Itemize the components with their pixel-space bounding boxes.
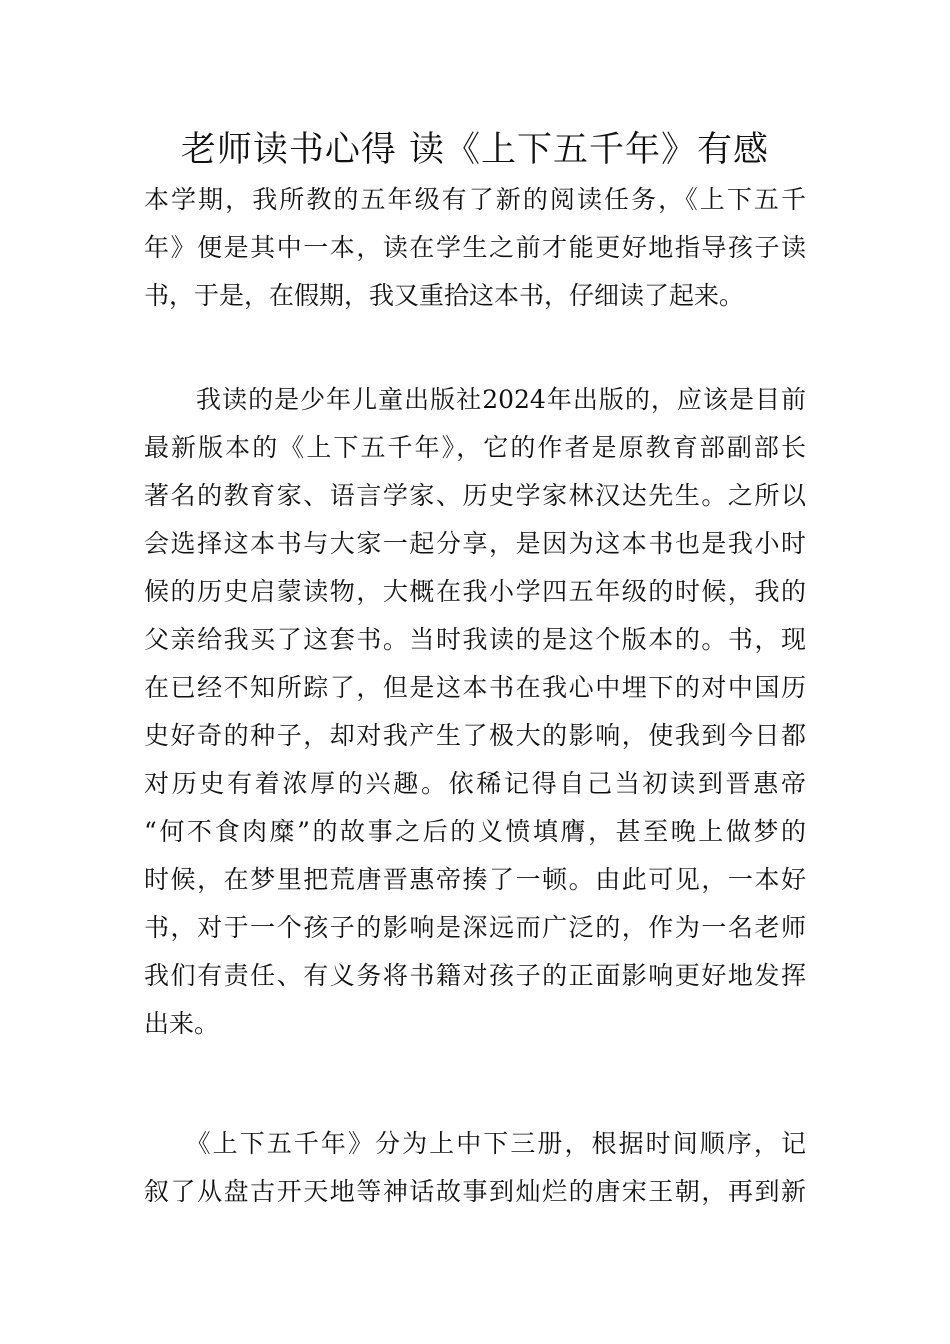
text-line: 最新版本的《上下五千年》，它的作者是原教育部副部长: [144, 433, 806, 462]
text-line: 对历史有着浓厚的兴趣。依稀记得自己当初读到晋惠帝: [144, 769, 806, 798]
text-line: “何不食肉糜”的故事之后的义愤填膺，甚至晚上做梦的: [144, 817, 806, 846]
text-line: 在已经不知所踪了，但是这本书在我心中埋下的对中国历: [144, 673, 806, 702]
text-line: 著名的教育家、语言学家、历史学家林汉达先生。之所以: [144, 481, 806, 510]
paragraph-3: [144, 1120, 806, 1216]
document-title: 老师读书心得 读《上下五千年》有感: [180, 130, 770, 170]
paragraph-1: [144, 176, 806, 320]
text-line: 时候，在梦里把荒唐晋惠帝揍了一顿。由此可见，一本好: [144, 865, 806, 894]
text-line: 出来。: [144, 1009, 220, 1038]
text-line: 书，对于一个孩子的影响是深远而广泛的，作为一名老师: [144, 913, 806, 942]
text-line: 会选择这本书与大家一起分享，是因为这本书也是我小时: [144, 529, 806, 558]
text-line: 《上下五千年》分为上中下三册，根据时间顺序，记: [144, 1129, 806, 1158]
text-line: 年》便是其中一本，读在学生之前才能更好地指导孩子读: [144, 233, 806, 262]
text-line: 我读的是少年儿童出版社2024年出版的，应该是目前: [144, 385, 806, 414]
text-line: 书，于是，在假期，我又重拾这本书，仔细读了起来。: [144, 281, 745, 310]
text-line: 父亲给我买了这套书。当时我读的是这个版本的。书，现: [144, 625, 806, 654]
text-line: 史好奇的种子，却对我产生了极大的影响，使我到今日都: [144, 721, 806, 750]
text-line: 本学期，我所教的五年级有了新的阅读任务，《上下五千: [144, 185, 806, 214]
paragraph-2: [144, 376, 806, 1048]
text-line: 候的历史启蒙读物，大概在我小学四五年级的时候，我的: [144, 577, 806, 606]
text-line: 叙了从盘古开天地等神话故事到灿烂的唐宋王朝，再到新: [144, 1177, 806, 1206]
text-line: 我们有责任、有义务将书籍对孩子的正面影响更好地发挥: [144, 961, 806, 990]
